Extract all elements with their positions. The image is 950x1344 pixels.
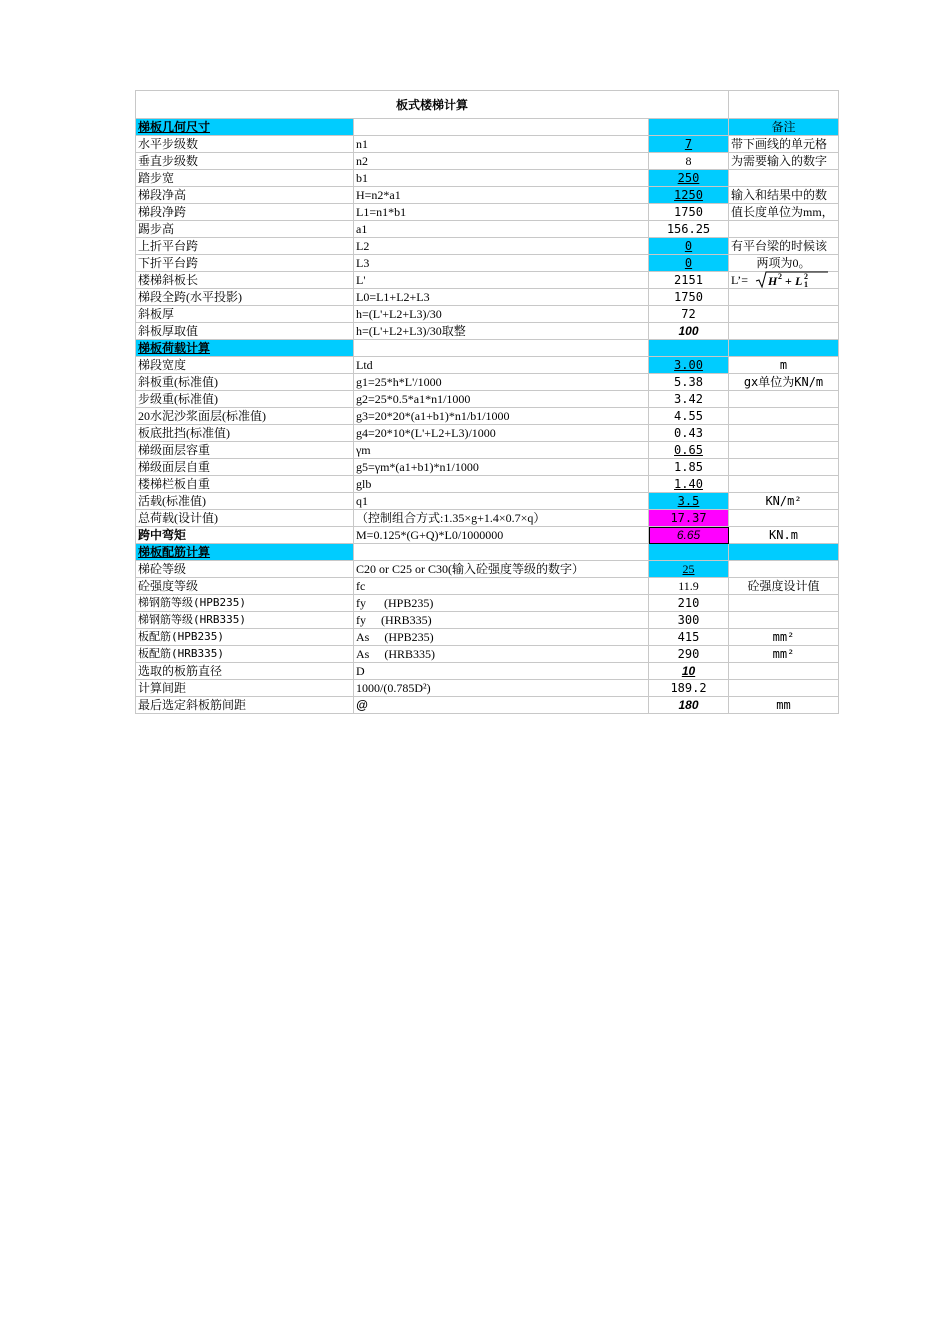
row-spacing-final <box>136 697 839 714</box>
row-l2 <box>136 238 839 255</box>
row-formula: Ltd <box>354 357 649 374</box>
row-label: 计算间距 <box>136 680 354 697</box>
row-formula: fc <box>354 578 649 595</box>
row-formula: As (HPB235) <box>354 629 649 646</box>
row-label: 梯砼等级 <box>136 561 354 578</box>
row-formula: g1=25*h*L'/1000 <box>354 374 649 391</box>
section-geometry <box>136 119 839 136</box>
svg-text:2: 2 <box>778 272 782 281</box>
row-formula: 1000/(0.785D²) <box>354 680 649 697</box>
value-g2: 3.42 <box>649 391 729 408</box>
value-n2: 8 <box>649 153 729 170</box>
row-formula: h=(L'+L2+L3)/30取整 <box>354 323 649 340</box>
row-label: 梯段净跨 <box>136 204 354 221</box>
row-label: 跨中弯矩 <box>136 527 354 544</box>
row-formula: q1 <box>354 493 649 510</box>
input-l3[interactable]: 0 <box>649 255 729 272</box>
row-note: mm <box>729 697 839 714</box>
value-g1: 5.38 <box>649 374 729 391</box>
row-formula: g5=γm*(a1+b1)*n1/1000 <box>354 459 649 476</box>
row-note: 值长度单位为mm， <box>729 204 839 221</box>
input-diameter[interactable]: 10 <box>649 663 729 680</box>
input-b1[interactable]: 250 <box>649 170 729 187</box>
row-label: 斜板重(标准值) <box>136 374 354 391</box>
row-formula: D <box>354 663 649 680</box>
row-formula: （控制组合方式:1.35×g+1.4×0.7×q） <box>354 510 649 527</box>
row-formula: L2 <box>354 238 649 255</box>
value-fc: 11.9 <box>649 578 729 595</box>
section-title-reinforcement: 梯板配筋计算 <box>136 544 354 561</box>
row-formula: γm <box>354 442 649 459</box>
svg-text:2: 2 <box>804 272 808 281</box>
input-concrete-grade[interactable]: 25 <box>649 561 729 578</box>
row-gamma-m <box>136 442 839 459</box>
section-reinforcement <box>136 544 839 561</box>
input-l2[interactable]: 0 <box>649 238 729 255</box>
row-fc <box>136 578 839 595</box>
row-label: 步级重(标准值) <box>136 391 354 408</box>
row-a1 <box>136 221 839 238</box>
row-formula: glb <box>354 476 649 493</box>
row-formula: b1 <box>354 170 649 187</box>
value-fy-hpb235: 210 <box>649 595 729 612</box>
row-total-load <box>136 510 839 527</box>
row-label: 踏步宽 <box>136 170 354 187</box>
row-note: KN/m² <box>729 493 839 510</box>
row-note: 带下画线的单元格 <box>729 136 839 153</box>
value-g5: 1.85 <box>649 459 729 476</box>
row-label: 板配筋(HPB235) <box>136 629 354 646</box>
svg-text:1: 1 <box>804 280 808 288</box>
input-h[interactable]: 1250 <box>649 187 729 204</box>
input-q1[interactable]: 3.5 <box>649 493 729 510</box>
row-ltd <box>136 357 839 374</box>
row-n2 <box>136 153 839 170</box>
row-formula: @ <box>354 697 649 714</box>
row-note: 输入和结果中的数 <box>729 187 839 204</box>
row-l1 <box>136 204 839 221</box>
input-gamma-m[interactable]: 0.65 <box>649 442 729 459</box>
row-l0 <box>136 289 839 306</box>
value-l0: 1750 <box>649 289 729 306</box>
row-g5 <box>136 459 839 476</box>
row-n1 <box>136 136 839 153</box>
input-glb[interactable]: 1.40 <box>649 476 729 493</box>
section-load <box>136 340 839 357</box>
row-concrete-grade <box>136 561 839 578</box>
row-label: 水平步级数 <box>136 136 354 153</box>
input-n1[interactable]: 7 <box>649 136 729 153</box>
row-note: 两项为0。 <box>729 255 839 272</box>
title-row <box>136 91 839 119</box>
input-thickness-taken[interactable]: 100 <box>649 323 729 340</box>
value-as-hpb235: 415 <box>649 629 729 646</box>
row-label: 楼梯斜板长 <box>136 272 354 289</box>
row-formula: fy (HRB335) <box>354 612 649 629</box>
row-g1 <box>136 374 839 391</box>
row-label: 踢步高 <box>136 221 354 238</box>
row-label: 梯级面层容重 <box>136 442 354 459</box>
value-moment: 6.65 <box>649 527 729 544</box>
row-lprime <box>136 272 839 289</box>
row-note: 为需要输入的数字 <box>729 153 839 170</box>
row-spacing-calc <box>136 680 839 697</box>
row-label: 梯段净高 <box>136 187 354 204</box>
row-label: 板底批挡(标准值) <box>136 425 354 442</box>
row-formula: L0=L1+L2+L3 <box>354 289 649 306</box>
row-formula: C20 or C25 or C30(输入砼强度等级的数字） <box>354 561 649 578</box>
value-thickness: 72 <box>649 306 729 323</box>
row-label: 20水泥沙浆面层(标准值) <box>136 408 354 425</box>
row-label: 梯段全跨(水平投影) <box>136 289 354 306</box>
calculation-sheet <box>135 90 839 714</box>
row-formula: h=(L'+L2+L3)/30 <box>354 306 649 323</box>
row-formula: As (HRB335) <box>354 646 649 663</box>
row-label: 斜板厚取值 <box>136 323 354 340</box>
row-g3 <box>136 408 839 425</box>
row-label: 斜板厚 <box>136 306 354 323</box>
row-thickness-taken <box>136 323 839 340</box>
row-label: 砼强度等级 <box>136 578 354 595</box>
row-formula: g3=20*20*(a1+b1)*n1/b1/1000 <box>354 408 649 425</box>
value-spacing-calc: 189.2 <box>649 680 729 697</box>
row-formula: H=n2*a1 <box>354 187 649 204</box>
row-note: mm² <box>729 646 839 663</box>
value-l1: 1750 <box>649 204 729 221</box>
row-formula: L3 <box>354 255 649 272</box>
row-formula: L' <box>354 272 649 289</box>
row-label: 垂直步级数 <box>136 153 354 170</box>
input-spacing-final[interactable]: 180 <box>649 697 729 714</box>
row-label: 上折平台跨 <box>136 238 354 255</box>
row-as-hrb335 <box>136 646 839 663</box>
formula-prefix: L’= <box>731 273 748 287</box>
sqrt-formula-image <box>755 270 829 288</box>
row-label: 选取的板筋直径 <box>136 663 354 680</box>
row-label: 总荷载(设计值) <box>136 510 354 527</box>
row-note: 有平台梁的时候该 <box>729 238 839 255</box>
row-formula: n2 <box>354 153 649 170</box>
row-note: KN.m <box>729 527 839 544</box>
row-note: 砼强度设计值 <box>729 578 839 595</box>
row-label: 梯钢筋等级(HPB235) <box>136 595 354 612</box>
value-total-load: 17.37 <box>649 510 729 527</box>
row-formula: fy (HPB235) <box>354 595 649 612</box>
row-q1 <box>136 493 839 510</box>
row-formula: L1=n1*b1 <box>354 204 649 221</box>
value-g3: 4.55 <box>649 408 729 425</box>
row-label: 楼梯栏板自重 <box>136 476 354 493</box>
row-moment <box>136 527 839 544</box>
row-formula: M=0.125*(G+Q)*L0/1000000 <box>354 527 649 544</box>
row-label: 梯钢筋等级(HRB335) <box>136 612 354 629</box>
row-as-hpb235 <box>136 629 839 646</box>
svg-text:L: L <box>795 274 803 288</box>
row-b1 <box>136 170 839 187</box>
value-lprime: 2151 <box>649 272 729 289</box>
row-note: mm² <box>729 629 839 646</box>
row-label: 梯段宽度 <box>136 357 354 374</box>
sheet-title: 板式楼梯计算 <box>136 91 729 119</box>
value-fy-hrb335: 300 <box>649 612 729 629</box>
value-g4: 0.43 <box>649 425 729 442</box>
row-formula: g2=25*0.5*a1*n1/1000 <box>354 391 649 408</box>
row-l3 <box>136 255 839 272</box>
row-note: m <box>729 357 839 374</box>
row-fy-hpb235 <box>136 595 839 612</box>
row-h <box>136 187 839 204</box>
row-glb <box>136 476 839 493</box>
formula-note <box>729 272 839 289</box>
row-note: gx单位为KN/m <box>729 374 839 391</box>
row-formula: a1 <box>354 221 649 238</box>
row-g4 <box>136 425 839 442</box>
svg-text:H: H <box>768 274 778 288</box>
row-formula: n1 <box>354 136 649 153</box>
row-fy-hrb335 <box>136 612 839 629</box>
section-title-load: 梯板荷载计算 <box>136 340 354 357</box>
row-label: 梯级面层自重 <box>136 459 354 476</box>
row-g2 <box>136 391 839 408</box>
value-a1: 156.25 <box>649 221 729 238</box>
row-label: 下折平台跨 <box>136 255 354 272</box>
value-as-hrb335: 290 <box>649 646 729 663</box>
input-ltd[interactable]: 3.00 <box>649 357 729 374</box>
row-label: 板配筋(HRB335) <box>136 646 354 663</box>
row-diameter <box>136 663 839 680</box>
remarks-header: 备注 <box>729 119 839 136</box>
row-formula: g4=20*10*(L'+L2+L3)/1000 <box>354 425 649 442</box>
section-title-geometry: 梯板几何尺寸 <box>136 119 354 136</box>
row-label: 活载(标准值) <box>136 493 354 510</box>
row-label: 最后选定斜板筋间距 <box>136 697 354 714</box>
svg-text:+: + <box>785 274 792 288</box>
row-thickness <box>136 306 839 323</box>
